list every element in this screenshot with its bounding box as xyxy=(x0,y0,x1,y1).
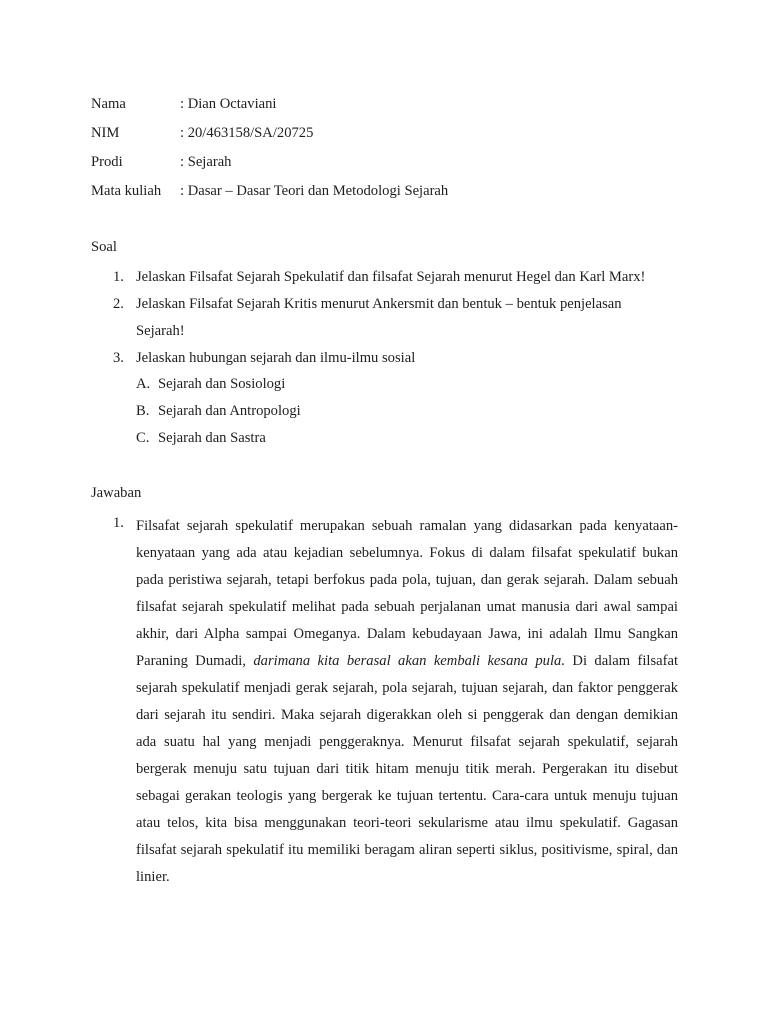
nama-value: : Dian Octaviani xyxy=(180,96,277,112)
answer-1-text-end: Di dalam filsafat sejarah spekulatif menjadi gerak sejarah, pola sejarah, tujuan sejarah, dan faktor penggerak dari sejarah itu sendiri. Maka sejarah digerakkan oleh si penggerak dan dengan demikian ada suatu hal yang menjadi penggeraknya. Menurut filsafat sejarah spekulatif, sejarah bergerak menuju satu tujuan dari titik hitam menuju titik merah. Pergerakan itu disebut sebagai gerakan teologis yang bergerak ke tujuan tertentu. Cara-cara untuk menuju tujuan atau telos, kita bisa menggunakan teori-teori sekularisme atau ilmu spekulatif. Gagasan filsafat sejarah spekulatif itu memiliki beragam aliran seperti siklus, positivisme, spiral, dan linier. xyxy=(136,653,678,885)
question-3-number: 3. xyxy=(113,350,124,366)
nim-label: NIM xyxy=(91,125,120,141)
answer-1-text-start: Filsafat sejarah spekulatif merupakan sebuah ramalan yang didasarkan pada kenyataan-kenyataan yang ada atau kejadian sebelumnya. Fokus di dalam filsafat spekulatif bukan pada peristiwa sejarah, tetapi berfokus pada pola, tujuan, dan gerak sejarah. Dalam sebuah filsafat sejarah spekulatif melihat pada sebuah perjalanan umat manusia dari awal sampai akhir, dari Alpha sampai Omeganya. Dalam kebudayaan Jawa, ini adalah Ilmu Sangkan Paraning Dumadi, xyxy=(136,518,678,669)
question-2-text-line2: Sejarah! xyxy=(136,323,185,339)
question-1-text: Jelaskan Filsafat Sejarah Spekulatif dan filsafat Sejarah menurut Hegel dan Karl Marx! xyxy=(136,269,646,285)
jawaban-heading: Jawaban xyxy=(91,485,142,501)
answer-1-number: 1. xyxy=(113,515,124,531)
matkul-value: : Dasar – Dasar Teori dan Metodologi Sejarah xyxy=(180,183,449,199)
question-1-number: 1. xyxy=(113,269,124,285)
soal-heading: Soal xyxy=(91,239,117,255)
question-3-sub-c-letter: C. xyxy=(136,430,150,446)
answer-1-italic-phrase: darimana kita berasal akan kembali kesana pula. xyxy=(253,653,565,669)
question-2-number: 2. xyxy=(113,296,124,312)
matkul-label: Mata kuliah xyxy=(91,183,162,199)
question-3-sub-a-text: Sejarah dan Sosiologi xyxy=(158,376,286,392)
question-3-text: Jelaskan hubungan sejarah dan ilmu-ilmu sosial xyxy=(136,350,416,366)
question-3-sub-b-text: Sejarah dan Antropologi xyxy=(158,403,301,419)
nama-label: Nama xyxy=(91,96,126,112)
question-3-sub-b-letter: B. xyxy=(136,403,150,419)
nim-value: : 20/463158/SA/20725 xyxy=(180,125,314,141)
prodi-value: : Sejarah xyxy=(180,154,232,170)
question-3-sub-c-text: Sejarah dan Sastra xyxy=(158,430,266,446)
question-2-text-line1: Jelaskan Filsafat Sejarah Kritis menurut Ankersmit dan bentuk – bentuk penjelasan xyxy=(136,296,622,312)
answer-1-paragraph xyxy=(136,513,678,891)
question-3-sub-a-letter: A. xyxy=(136,376,151,392)
prodi-label: Prodi xyxy=(91,154,123,170)
